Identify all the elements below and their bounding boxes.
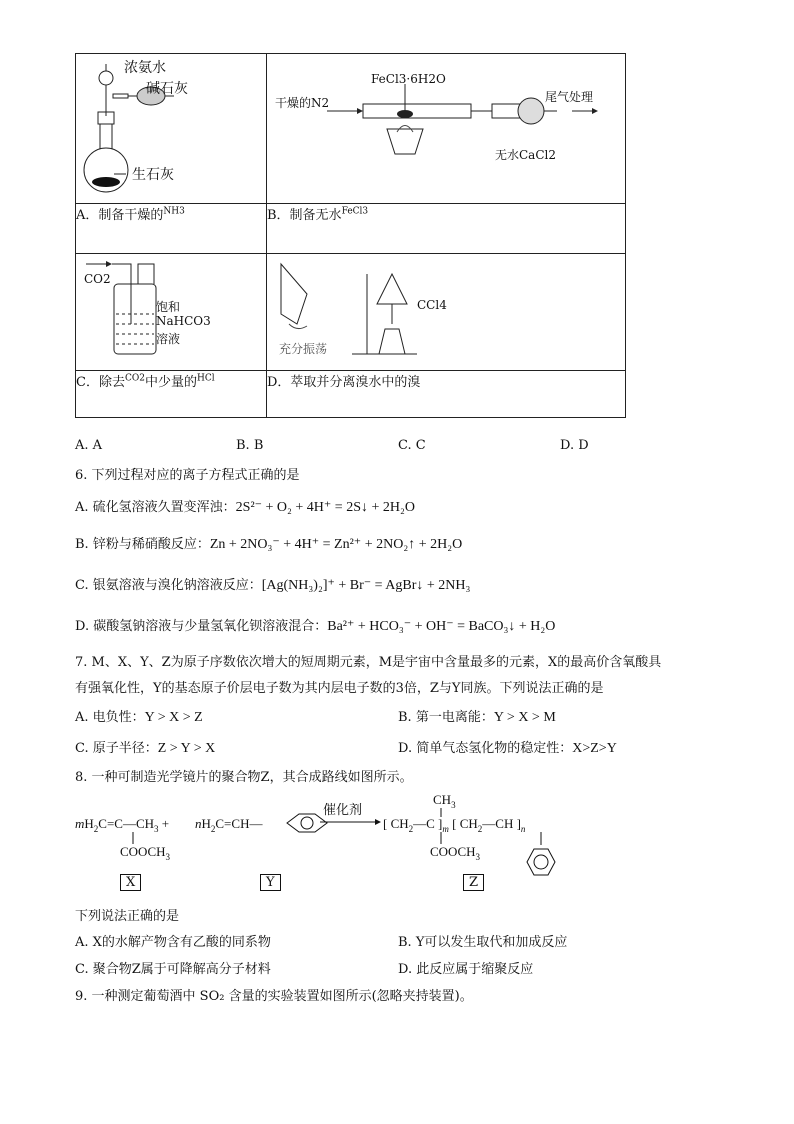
q6-c-equation: [Ag(NH₃)₂]⁺ + Br⁻ = AgBr↓ + 2NH₃ [261,578,471,593]
apparatus-table [75,53,626,418]
caption-a [76,204,267,254]
q8-option-b[interactable]: B. Y可以发生取代和加成反应 [398,935,568,950]
q8-sub-stem: 下列说法正确的是 [75,909,180,924]
q7-b-formula: Y > X > M [493,710,556,725]
q6-b-equation: Zn + 2NO₃⁻ + 4H⁺ = Zn²⁺ + 2NO₂↑ + 2H₂O [209,537,463,552]
apparatus-c-cell [76,254,267,371]
apparatus-d-cell [267,254,626,371]
svg-text:COOCH3: $COOCH_3$ [120,844,171,862]
apparatus-b-cell [267,54,626,204]
caption-c-text1: C．除去 [76,375,125,390]
q6-d-equation: Ba²⁺ + HCO₃⁻ + OH⁻ = BaCO₃↓ + H₂O [327,619,556,634]
catalyst-label: 催化剂 [323,802,363,817]
label-saturated: 饱和 [156,300,181,314]
q6-a-text: A. 硫化氢溶液久置变浑浊： [75,500,236,515]
q8-synthesis-scheme [75,790,575,900]
caption-c [76,371,267,418]
q7-c-formula: Z > Y > X [157,741,216,756]
q7-a-formula: Y > X > Z [144,710,203,725]
label-soda-lime: 碱石灰 [146,81,188,97]
compound-x-box: X [120,874,141,891]
label-shake: 充分振荡 [279,342,328,356]
q6-option-a[interactable] [75,496,415,516]
caption-a-formula: NH3 [163,206,185,217]
label-dry-n2: 干燥的N2 [275,96,330,110]
caption-b-formula: FeCl3 [341,206,369,217]
label-quicklime: 生石灰 [132,167,174,183]
svg-text:nH2C=CH—: $nH_2C=CH—$ [195,816,263,834]
q5-option-a[interactable]: A. A [75,438,103,453]
q7-stem-line2: 有强氧化性，Y的基态原子价层电子数为其内层电子数的3倍，Z与Y同族。下列说法正确的是 [75,681,604,696]
svg-text:mH2C=C—CH3 +: $mH_2C=C—CH_3$ + [75,816,170,834]
q8-stem: 8. 一种可制造光学镜片的聚合物Z，其合成路线如图所示。 [75,770,413,785]
q6-option-c[interactable] [75,574,470,594]
caption-c-formula2: HCl [196,373,215,384]
label-solution: 溶液 [156,332,181,346]
q6-stem: 6. 下列过程对应的离子方程式正确的是 [75,468,300,483]
q6-option-b[interactable] [75,533,462,553]
q7-c-text: C. 原子半径： [75,741,158,756]
caption-b-text: B．制备无水 [267,208,342,223]
q7-option-a[interactable] [75,706,203,726]
q6-a-equation: 2S²⁻ + O₂ + 4H⁺ = 2S↓ + 2H₂O [235,500,415,515]
q7-stem-line1: 7. M、X、Y、Z为原子序数依次增大的短周期元素，M是宇宙中含量最多的元素，X的最高价含氧酸具 [75,655,662,670]
q7-option-b[interactable] [398,706,556,726]
q5-option-b[interactable]: B. B [236,438,264,453]
q8-option-a[interactable]: A. X的水解产物含有乙酸的同系物 [75,935,271,950]
svg-text:COOCH3: $COOCH_3$ [430,844,481,862]
label-ammonia-water: 浓氨水 [124,60,166,76]
compound-z-box: Z [463,874,484,891]
caption-d [267,371,626,418]
q7-d-text: D. 简单气态氢化物的稳定性： [398,741,573,756]
label-co2: CO2 [84,272,111,286]
caption-b [267,204,626,254]
q6-c-text: C. 银氨溶液与溴化钠溶液反应： [75,578,262,593]
q8-option-d[interactable]: D. 此反应属于缩聚反应 [398,962,534,977]
q6-option-d[interactable] [75,615,555,635]
q7-d-formula: X>Z>Y [572,741,617,756]
q6-d-text: D. 碳酸氢钠溶液与少量氢氧化钡溶液混合： [75,619,328,634]
q7-a-text: A. 电负性： [75,710,145,725]
caption-c-formula1: CO2 [124,373,145,384]
svg-text:CH3: $CH_3$ [433,792,456,810]
caption-a-text: A．制备干燥的 [76,208,164,223]
fecl3-apparatus-diagram [267,54,625,199]
caption-c-text2: 中少量的 [144,375,197,390]
q5-option-d[interactable]: D. D [560,438,589,453]
label-ccl4: CCl4 [417,298,447,312]
apparatus-a-cell [76,54,267,204]
q7-option-c[interactable] [75,737,215,757]
label-anhydrous-cacl2: 无水CaCl2 [495,148,556,162]
label-tail-gas: 尾气处理 [545,90,594,104]
q7-b-text: B. 第一电离能： [398,710,494,725]
q5-option-c[interactable]: C. C [398,438,426,453]
q7-option-d[interactable] [398,737,617,757]
label-fecl3-6h2o: FeCl3·6H2O [371,72,446,86]
q6-b-text: B. 锌粉与稀硝酸反应： [75,537,210,552]
q8-option-c[interactable]: C. 聚合物Z属于可降解高分子材料 [75,962,271,977]
label-nahco3: NaHCO3 [156,314,211,328]
svg-text:[ CH2—C ]m [ CH2—CH ]n: [ $CH_2—C$ ]$_m$ [ $CH_2—CH$ ]$_n$ [383,816,526,834]
q9-stem: 9. 一种测定葡萄酒中 SO₂ 含量的实验装置如图所示(忽略夹持装置)。 [75,989,473,1004]
caption-d-text: D．萃取并分离溴水中的溴 [267,375,421,390]
compound-y-box: Y [260,874,281,891]
